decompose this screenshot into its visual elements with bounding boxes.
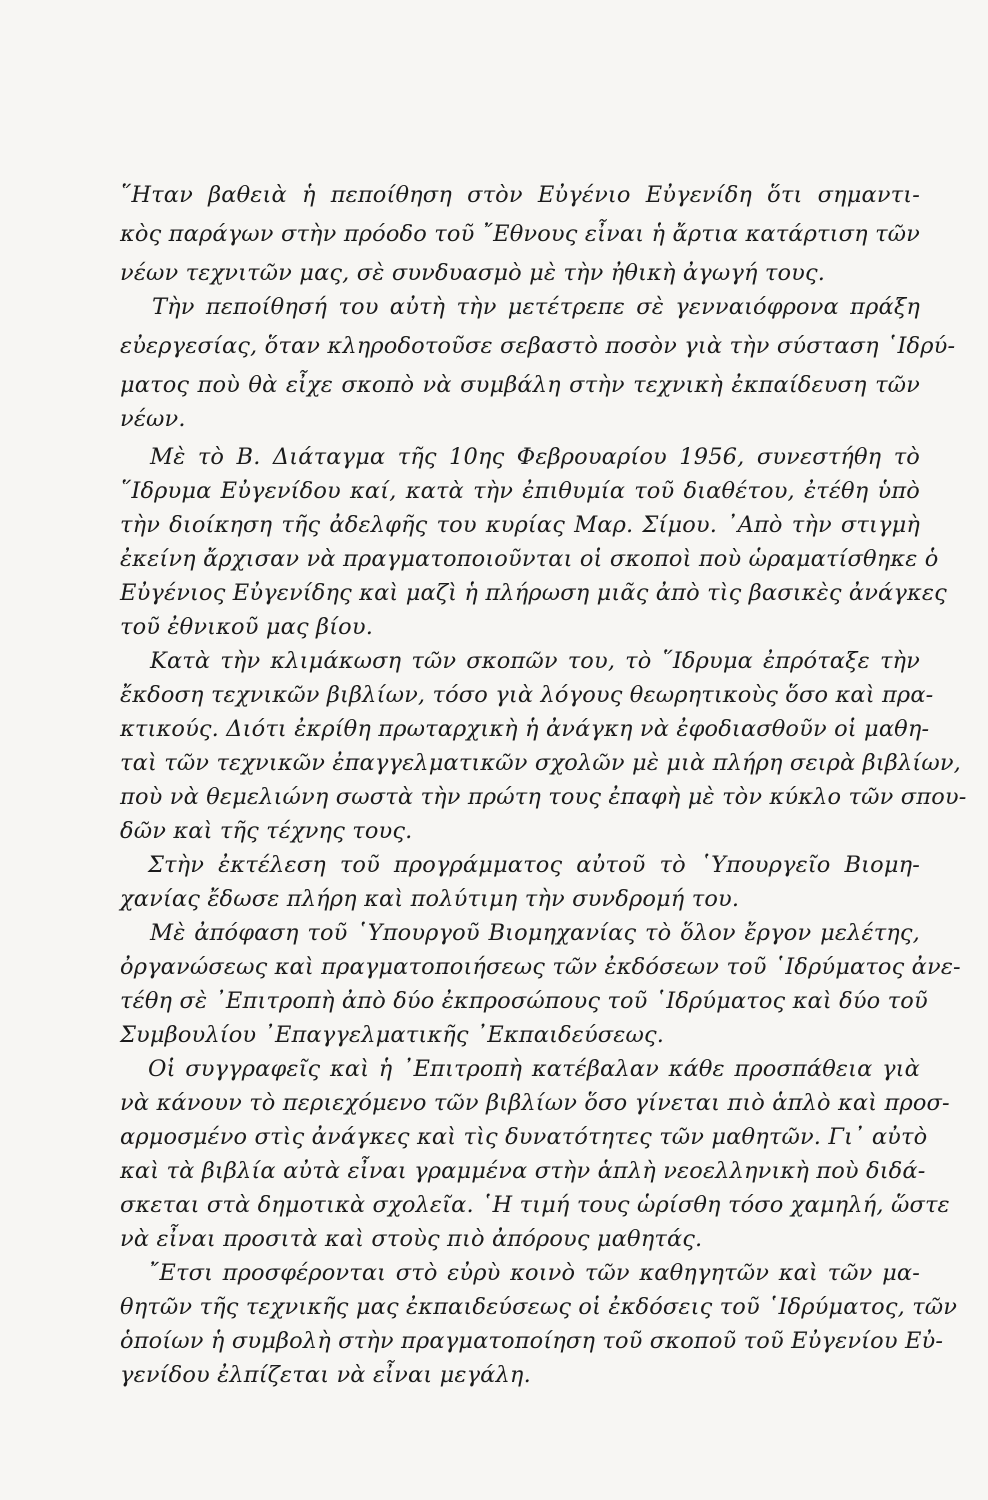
paragraph-3-line-1: Μὲ τὸ Β. Διάταγμα τῆς 10ης Φεβρουαρίου 1956, συνεστήθη τὸ <box>150 444 920 470</box>
paragraph-7-line-1: Οἱ συγγραφεῖς καὶ ἡ ᾽Επιτροπὴ κατέβαλαν κάθε προσπάθεια γιὰ <box>148 1056 920 1082</box>
paragraph-3-line-4: ἐκείνη ἄρχισαν νὰ πραγματοποιοῦνται οἱ σκοποὶ ποὺ ὡραματίσθηκε ὁ <box>120 546 939 572</box>
paragraph-2-line-1: Τὴν πεποίθησή του αὐτὴ τὴν μετέτρεπε σὲ γενναιόφρονα πράξη <box>152 294 920 320</box>
paragraph-4-line-2: ἔκδοση τεχνικῶν βιβλίων, τόσο γιὰ λόγους θεωρητικοὺς ὅσο καὶ πρα- <box>120 682 934 708</box>
paragraph-8-line-2: θητῶν τῆς τεχνικῆς μας ἐκπαιδεύσεως οἱ ἐκδόσεις τοῦ ῾Ιδρύματος, τῶν <box>120 1294 958 1320</box>
paragraph-4-line-3: κτικούς. Διότι ἐκρίθη πρωταρχικὴ ἡ ἀνάγκη νὰ ἐφοδιασθοῦν οἱ μαθη- <box>120 716 930 742</box>
paragraph-1-line-2: κὸς παράγων στὴν πρόοδο τοῦ ῎Εθνους εἶναι ἡ ἄρτια κατάρτιση τῶν <box>120 221 920 247</box>
paragraph-5-line-1: Στὴν ἐκτέλεση τοῦ προγράμματος αὐτοῦ τὸ ῾Υπουργεῖο Βιομη- <box>148 852 920 878</box>
paragraph-6-line-4: Συμβουλίου ᾽Επαγγελματικῆς ᾽Εκπαιδεύσεως. <box>120 1022 665 1048</box>
paragraph-6-line-3: τέθη σὲ ᾽Επιτροπὴ ἀπὸ δύο ἐκπροσώπους τοῦ ῾Ιδρύματος καὶ δύο τοῦ <box>120 988 928 1014</box>
paragraph-8-line-1: ῎Ετσι προσφέρονται στὸ εὐρὺ κοινὸ τῶν καθηγητῶν καὶ τῶν μα- <box>148 1260 920 1286</box>
paragraph-1-line-3: νέων τεχνιτῶν μας, σὲ συνδυασμὸ μὲ τὴν ἠθικὴ ἀγωγή τους. <box>120 260 826 286</box>
paragraph-3-line-2: ῞Ιδρυμα Εὐγενίδου καί, κατὰ τὴν ἐπιθυμία τοῦ διαθέτου, ἐτέθη ὑπὸ <box>120 478 920 504</box>
paragraph-6-line-1: Μὲ ἀπόφαση τοῦ ῾Υπουργοῦ Βιομηχανίας τὸ ὅλον ἔργον μελέτης, <box>150 920 920 946</box>
paragraph-2-line-4: νέων. <box>120 406 186 432</box>
paragraph-3-line-5: Εὐγένιος Εὐγενίδης καὶ μαζὶ ἡ πλήρωση μιᾶς ἀπὸ τὶς βασικὲς ἀνάγκες <box>120 580 947 606</box>
paragraph-2-line-3: ματος ποὺ θὰ εἶχε σκοπὸ νὰ συμβάλη στὴν τεχνικὴ ἐκπαίδευση τῶν <box>120 372 920 398</box>
paragraph-6-line-2: ὀργανώσεως καὶ πραγματοποιήσεως τῶν ἐκδόσεων τοῦ ῾Ιδρύματος ἀνε- <box>120 954 961 980</box>
paragraph-2-line-2: εὐεργεσίας, ὅταν κληροδοτοῦσε σεβαστὸ ποσὸν γιὰ τὴν σύσταση ῾Ιδρύ- <box>120 333 956 359</box>
paragraph-4-line-5: ποὺ νὰ θεμελιώνη σωστὰ τὴν πρώτη τους ἐπαφὴ μὲ τὸν κύκλο τῶν σπου- <box>120 784 967 810</box>
paragraph-3-line-3: τὴν διοίκηση τῆς ἀδελφῆς του κυρίας Μαρ. Σίμου. ᾽Απὸ τὴν στιγμὴ <box>120 512 920 538</box>
paragraph-7-line-5: σκεται στὰ δημοτικὰ σχολεῖα. ῾Η τιμή τους ὡρίσθη τόσο χαμηλή, ὥστε <box>120 1192 950 1218</box>
paragraph-8-line-3: ὁποίων ἡ συμβολὴ στὴν πραγματοποίηση τοῦ σκοποῦ τοῦ Εὐγενίου Εὐ- <box>120 1328 944 1354</box>
paragraph-7-line-6: νὰ εἶναι προσιτὰ καὶ στοὺς πιὸ ἀπόρους μαθητάς. <box>120 1226 703 1252</box>
paragraph-7-line-4: καὶ τὰ βιβλία αὐτὰ εἶναι γραμμένα στὴν ἁπλὴ νεοελληνικὴ ποὺ διδά- <box>120 1158 926 1184</box>
paragraph-7-line-3: αρμοσμένο στὶς ἀνάγκες καὶ τὶς δυνατότητες τῶν μαθητῶν. Γι᾽ αὐτὸ <box>120 1124 928 1150</box>
paragraph-7-line-2: νὰ κάνουν τὸ περιεχόμενο τῶν βιβλίων ὅσο γίνεται πιὸ ἁπλὸ καὶ προσ- <box>120 1090 950 1116</box>
paragraph-4-line-6: δῶν καὶ τῆς τέχνης τους. <box>120 818 413 844</box>
paragraph-3-line-6: τοῦ ἐθνικοῦ μας βίου. <box>120 614 374 640</box>
paragraph-8-line-4: γενίδου ἐλπίζεται νὰ εἶναι μεγάλη. <box>120 1362 531 1388</box>
paragraph-4-line-4: ταὶ τῶν τεχνικῶν ἐπαγγελματικῶν σχολῶν μὲ μιὰ πλήρη σειρὰ βιβλίων, <box>120 750 961 776</box>
paragraph-1-line-1: ῞Ηταν βαθειὰ ἡ πεποίθηση στὸν Εὐγένιο Εὐγενίδη ὅτι σημαντι- <box>120 182 920 208</box>
paragraph-5-line-2: χανίας ἔδωσε πλήρη καὶ πολύτιμη τὴν συνδρομή του. <box>120 886 740 912</box>
paragraph-4-line-1: Κατὰ τὴν κλιμάκωση τῶν σκοπῶν του, τὸ ῞Ιδρυμα ἐπρόταξε τὴν <box>150 648 920 674</box>
